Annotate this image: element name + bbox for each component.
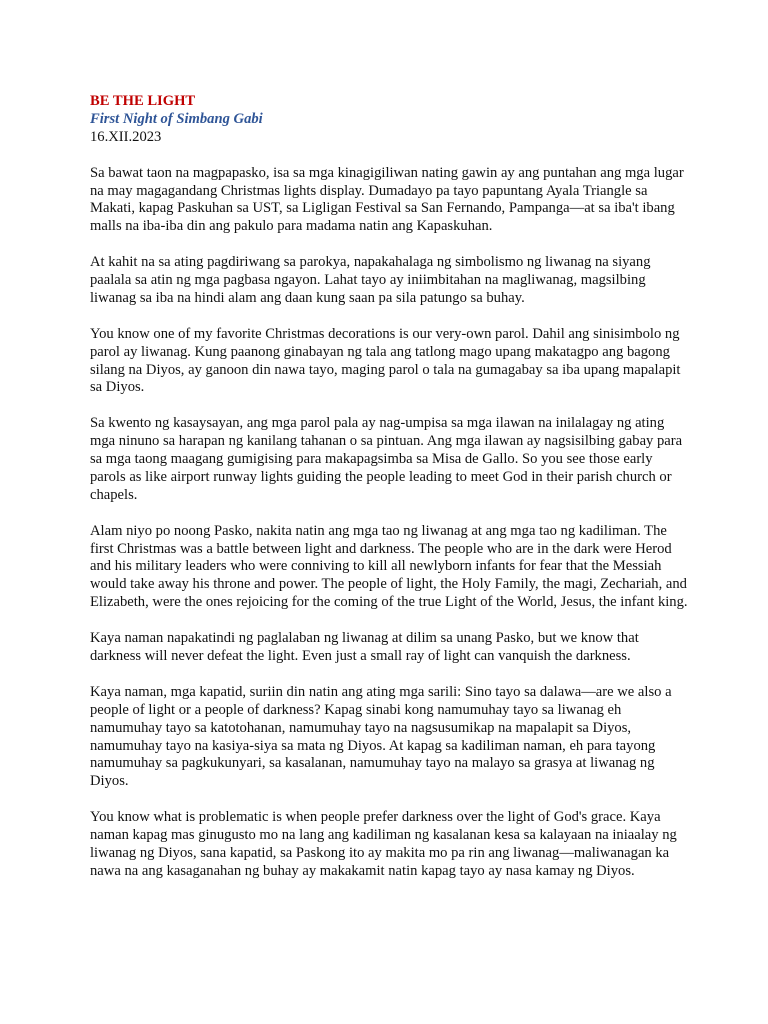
paragraph-1: Sa bawat taon na magpapasko, isa sa mga kinagigiliwan nating gawin ay ang puntahan ang mga lugar na may magagandang Christmas lights display. Dumadayo pa tayo papuntang Ayala Triangle sa Makati, kapag Paskuhan sa UST, sa Ligligan Festival sa San Fernando, Pampanga—at sa iba't ibang malls na iba-iba din ang pakulo para madama natin ang Kapaskuhan. — [90, 164, 684, 235]
document-body — [90, 93, 690, 899]
paragraph-6: Kaya naman napakatindi ng paglalaban ng liwanag at dilim sa unang Pasko, but we know that darkness will never defeat the light. Even just a small ray of light can vanquish the darkness. — [90, 630, 639, 664]
paragraph-5: Alam niyo po noong Pasko, nakita natin ang mga tao ng liwanag at ang mga tao ng kadiliman. The first Christmas was a battle between light and darkness. The people who are in the dark were Herod and his military leaders who were conniving to kill all newlyborn infants for fear that the Messiah would take away his throne and power. The people of light, the Holy Family, the magi, Zechariah, and Elizabeth, were the ones rejoicing for the coming of the true Light of the World, Jesus, the infant king. — [90, 522, 688, 611]
document-date: 16.XII.2023 — [90, 128, 162, 145]
paragraph-2: At kahit na sa ating pagdiriwang sa parokya, napakahalaga ng simbolismo ng liwanag na siyang paalala sa atin ng mga pagbasa ngayon. Lahat tayo ay iniimbitahan na magliwanag, magsilbing liwanag sa iba na hindi alam ang daan kung saan pa sila patungo sa buhay. — [90, 254, 651, 306]
paragraph-7: Kaya naman, mga kapatid, suriin din natin ang ating mga sarili: Sino tayo sa dalawa—are we also a people of light or a people of darkness? Kapag sinabi kong namumuhay tayo sa liwanag eh namumuhay tayo sa katotohanan, namumuhay tayo na nagsusumikap na mapalapit sa Diyos, namumuhay tayo na kasiya-siya sa mata ng Diyos. At kapag sa kadiliman naman, eh para tayong namumuhay sa pagkukunyari, sa kasalanan, namumuhay tayo na malayo sa grasya at liwanag ng Diyos. — [90, 683, 672, 790]
paragraph-8: You know what is problematic is when people prefer darkness over the light of God's grace. Kaya naman kapag mas ginugusto mo na lang ang kadiliman ng kasalanan kesa sa kalayaan na iniaalay ng liwanag ng Diyos, sana kapatid, sa Paskong ito ay makita mo pa rin ang liwanag—maliwanagan ka nawa na ang kasaganahan ng buhay ay makakamit natin kapag tayo ay nasa kamay ng Diyos. — [90, 809, 677, 879]
paragraph-3: You know one of my favorite Christmas decorations is our very-own parol. Dahil ang sinisimbolo ng parol ay liwanag. Kung paanong ginabayan ng tala ang tatlong mago upang makatagpo ang bagong silang na Diyos, ay ganoon din nawa tayo, maging parol o tala na gumagabay sa iba upang mapalapit sa Diyos. — [90, 325, 681, 396]
paragraph-4: Sa kwento ng kasaysayan, ang mga parol pala ay nag-umpisa sa mga ilawan na inilalagay ng ating mga ninuno sa harapan ng kanilang tahanan o sa pintuan. Ang mga ilawan ay nagsisilbing gabay para sa mga taong maagang gumigising para makapagsimba sa Misa de Gallo. So you see those early parols as like airport runway lights guiding the people leading to meet God in their parish church or chapels. — [90, 415, 683, 503]
document-title: BE THE LIGHT — [90, 93, 196, 109]
document-subtitle: First Night of Simbang Gabi — [90, 110, 263, 127]
